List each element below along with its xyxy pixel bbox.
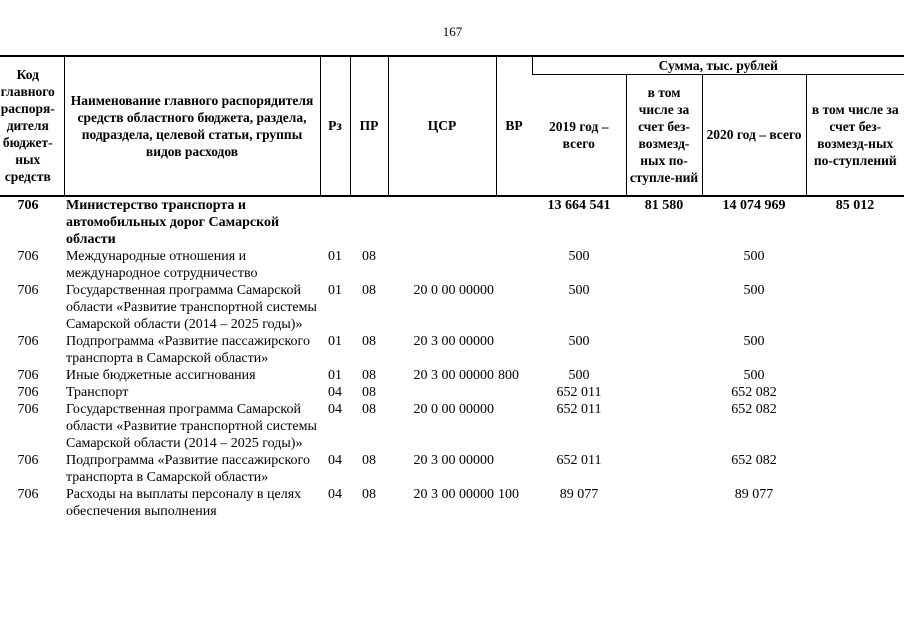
budget-table [0,55,904,520]
header-pr: ПР [350,56,388,196]
row-2019-total: 500 [568,248,590,264]
row-2019-total: 500 [568,282,590,298]
row-csr: 20 3 00 00000 [413,486,494,502]
row-2020-grant [806,282,904,333]
row-pr [350,196,388,248]
row-csr [388,248,496,282]
header-rz: Рз [320,56,350,196]
row-name: Подпрограмма «Развитие пассажирского транспорта в Самарской области» [66,452,310,485]
row-2020-grant [806,367,904,384]
row-pr: 08 [362,248,376,264]
row-2020-total: 652 082 [731,452,777,468]
row-2019-total: 652 011 [556,384,602,400]
row-name: Подпрограмма «Развитие пассажирского транспорта в Самарской области» [66,333,310,366]
table-row [0,384,904,401]
page-number: 167 [442,24,463,39]
row-name: Министерство транспорта и автомобильных дорог Самарской области [66,197,280,247]
row-pr: 08 [362,282,376,298]
row-csr [388,384,496,401]
row-pr: 08 [362,333,376,349]
row-2019-total: 652 011 [556,452,602,468]
row-name: Транспорт [66,384,129,400]
row-rz: 04 [328,486,342,502]
row-name: Государственная программа Самарской области «Развитие транспортной системы Самарской области (2014 – 2025 годы)» [66,282,317,332]
row-rz: 01 [328,282,342,298]
row-vr [496,196,532,248]
table-row [0,452,904,486]
row-name: Государственная программа Самарской области «Развитие транспортной системы Самарской области (2014 – 2025 годы)» [66,401,317,451]
row-code: 706 [17,248,39,264]
row-csr: 20 3 00 00000 [413,333,494,349]
header-2019-grant: в том числе за счет без-возмезд-ных по-ступле-ний [626,75,702,196]
row-pr: 08 [362,401,376,417]
row-2020-total: 14 074 969 [722,197,786,213]
table-row [0,333,904,367]
table-row [0,196,904,248]
row-rz: 04 [328,452,342,468]
table-row [0,282,904,333]
row-2020-grant [806,452,904,486]
row-vr [496,282,532,333]
row-2020-grant [806,333,904,367]
table-row [0,248,904,282]
row-pr: 08 [362,367,376,383]
row-2020-grant [806,384,904,401]
row-vr [496,384,532,401]
row-2020-grant: 85 012 [835,197,875,213]
row-vr [496,333,532,367]
row-2020-total: 652 082 [731,401,777,417]
row-pr: 08 [362,452,376,468]
row-code: 706 [17,197,39,213]
row-pr: 08 [362,384,376,400]
table-row [0,401,904,452]
row-pr: 08 [362,486,376,502]
row-csr: 20 3 00 00000 [413,367,494,383]
row-code: 706 [17,282,39,298]
header-2020-total: 2020 год – всего [702,75,806,196]
row-2019-grant [626,452,702,486]
row-name: Расходы на выплаты персоналу в целях обеспечения выполнения [66,486,302,519]
row-code: 706 [17,367,39,383]
row-rz: 01 [328,367,342,383]
header-2019-total: 2019 год – всего [532,75,626,196]
row-2020-total: 500 [743,248,765,264]
header-name: Наименование главного распорядителя средств областного бюджета, раздела, подраздела, целевой статьи, группы видов расходов [64,56,320,196]
row-2019-grant [626,486,702,520]
header-code: Код главного распоря-дителя бюджет-ных средств [0,56,64,196]
table-row [0,486,904,520]
row-vr: 100 [498,486,519,502]
header-2020-grant: в том числе за счет без-возмезд-ных по-ступлений [806,75,904,196]
row-2019-grant [626,282,702,333]
row-vr: 800 [498,367,519,383]
row-code: 706 [17,384,39,400]
row-2020-grant [806,401,904,452]
row-2020-total: 500 [743,367,765,383]
row-2020-grant [806,486,904,520]
header-sum: Сумма, тыс. рублей [532,56,904,75]
row-2019-grant [626,401,702,452]
row-csr: 20 0 00 00000 [413,282,494,298]
row-vr [496,452,532,486]
table-header [0,56,904,196]
row-rz: 01 [328,248,342,264]
row-2020-total: 500 [743,333,765,349]
row-2019-total: 500 [568,333,590,349]
row-code: 706 [17,486,39,502]
row-2019-grant [626,367,702,384]
row-2020-grant [806,248,904,282]
row-code: 706 [17,333,39,349]
row-2020-total: 89 077 [734,486,774,502]
row-2019-total: 652 011 [556,401,602,417]
row-code: 706 [17,401,39,417]
row-2019-grant [626,384,702,401]
row-csr: 20 3 00 00000 [413,452,494,468]
row-vr [496,248,532,282]
row-csr: 20 0 00 00000 [413,401,494,417]
row-2019-total: 13 664 541 [547,197,611,213]
table-body [0,196,904,520]
header-vr: ВР [496,56,532,196]
row-code: 706 [17,452,39,468]
row-rz: 04 [328,384,342,400]
header-csr: ЦСР [388,56,496,196]
row-rz [320,196,350,248]
row-csr [388,196,496,248]
row-rz: 01 [328,333,342,349]
row-name: Международные отношения и международное сотрудничество [66,248,258,281]
row-rz: 04 [328,401,342,417]
row-2019-total: 500 [568,367,590,383]
row-2019-grant [626,333,702,367]
row-2020-total: 652 082 [731,384,777,400]
row-name: Иные бюджетные ассигнования [66,367,256,383]
row-2019-total: 89 077 [559,486,599,502]
row-2020-total: 500 [743,282,765,298]
row-2019-grant: 81 580 [644,197,684,213]
row-vr [496,401,532,452]
table-row [0,367,904,384]
row-2019-grant [626,248,702,282]
